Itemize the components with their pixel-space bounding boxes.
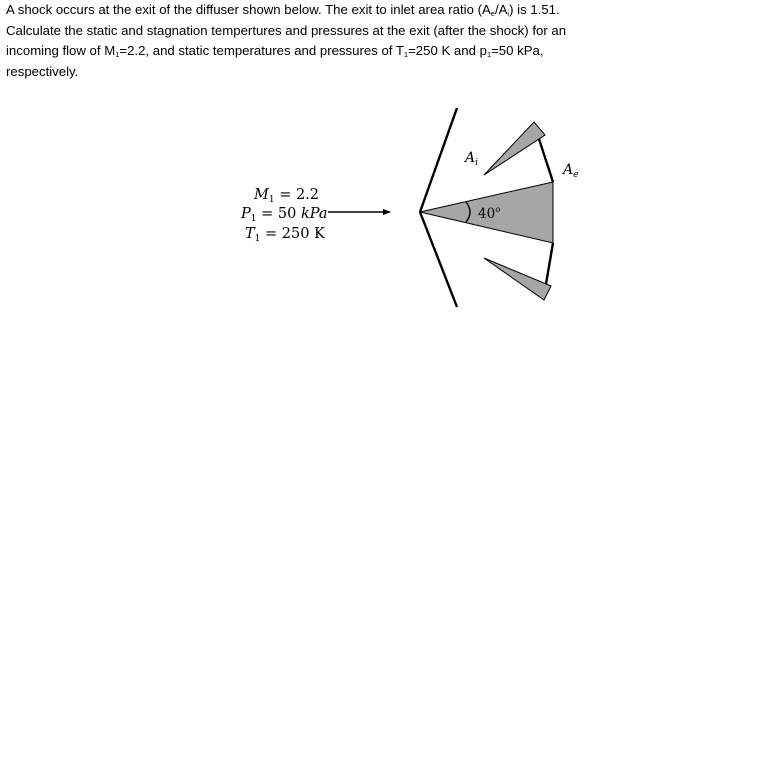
exit-shock-upper bbox=[539, 139, 553, 182]
shock-line-upper bbox=[420, 108, 457, 212]
temperature-label: $T_1 = 250$ K bbox=[245, 226, 325, 244]
inlet-area-label: $A_i$ bbox=[465, 150, 479, 168]
pressure-label: $P_1 = 50$ kPa bbox=[241, 206, 328, 224]
exit-shock-lower bbox=[546, 243, 553, 284]
exit-area-label: $A_e$ bbox=[563, 162, 579, 180]
angle-label: 40$^o$ bbox=[478, 205, 501, 222]
problem-line4: respectively. bbox=[6, 64, 79, 80]
problem-line3: incoming flow of $M_1=2.2$, and static temperatures and pressures of $T_1=250$ K and $p_1=50$ kPa, bbox=[6, 43, 544, 60]
diffuser-wall-upper bbox=[484, 122, 545, 175]
mach-label: $M_1 = 2.2$ bbox=[254, 187, 320, 205]
shock-line-lower bbox=[420, 212, 457, 307]
problem-line2: Calculate the static and stagnation tempertures and pressures at the exit (after the shock) for an bbox=[6, 22, 567, 38]
problem-line1: A shock occurs at the exit of the diffuser shown below. The exit to inlet area ratio $(A_e/A_i)$ is 1.51. bbox=[6, 2, 560, 18]
diffuser-wall-lower bbox=[484, 258, 551, 300]
